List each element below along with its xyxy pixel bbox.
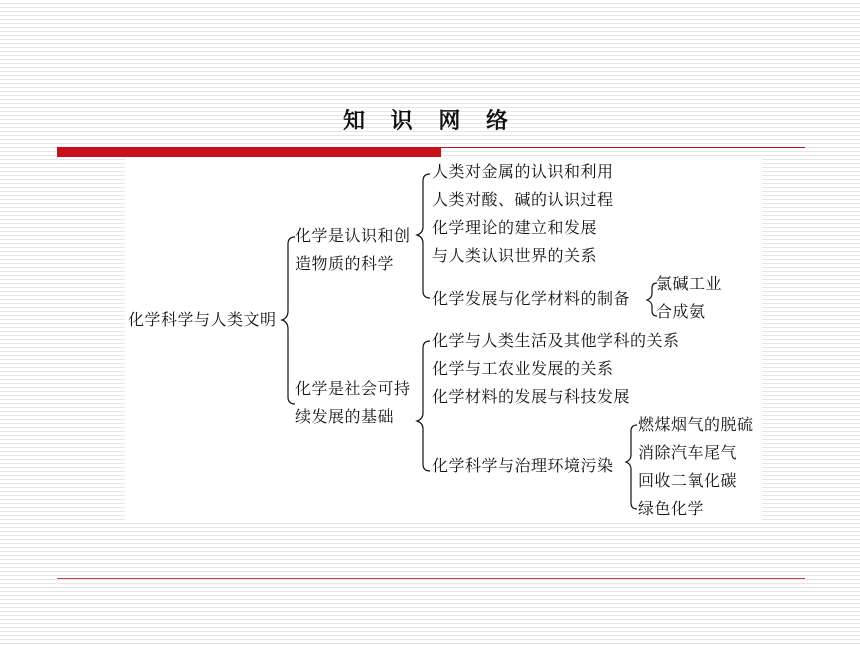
environment-item: 回收二氧化碳	[638, 471, 738, 490]
branch2-item: 化学与人类生活及其他学科的关系	[432, 331, 680, 350]
branch2-item: 化学材料的发展与科技发展	[432, 387, 631, 406]
environment-brace	[626, 425, 637, 509]
slide-title: 知 识 网 络	[343, 108, 517, 134]
branch2-label-line1: 化学是社会可持	[295, 379, 411, 398]
title-divider-line	[57, 147, 805, 148]
branch1-item: 人类对酸、碱的认识过程	[432, 190, 614, 209]
environment-item: 绿色化学	[638, 499, 705, 518]
materials-item: 合成氨	[656, 302, 706, 321]
branch1-brace	[417, 174, 430, 298]
environment-label: 化学科学与治理环境污染	[432, 456, 614, 475]
materials-label: 化学发展与化学材料的制备	[432, 289, 631, 308]
branch1-item: 人类对金属的认识和利用	[432, 162, 614, 181]
environment-item: 燃煤烟气的脱硫	[638, 415, 754, 434]
root-brace	[282, 237, 295, 404]
branch1-label-line1: 化学是认识和创	[295, 226, 411, 245]
branch2-item: 化学与工农业发展的关系	[432, 359, 614, 378]
knowledge-map-panel	[125, 159, 762, 520]
branch2-label-line2: 续发展的基础	[295, 407, 395, 426]
root-topic: 化学科学与人类文明	[128, 310, 277, 329]
title-accent-bar	[57, 147, 441, 157]
materials-item: 氯碱工业	[656, 274, 723, 293]
branch2-brace	[417, 341, 430, 471]
branch1-item: 与人类认识世界的关系	[432, 246, 598, 265]
branch1-item: 化学理论的建立和发展	[432, 218, 598, 237]
environment-item: 消除汽车尾气	[638, 443, 738, 462]
branch1-label-line2: 造物质的科学	[295, 254, 395, 273]
footer-divider-line	[57, 578, 805, 579]
